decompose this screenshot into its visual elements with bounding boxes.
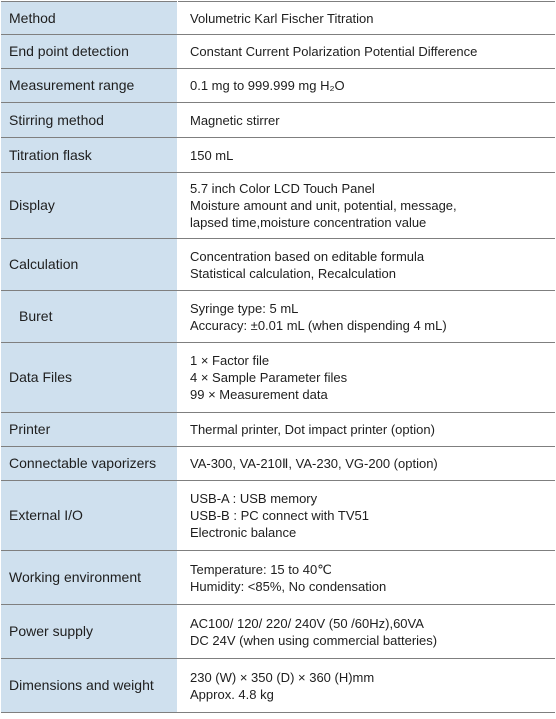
spec-label: Buret bbox=[1, 291, 178, 343]
spec-value bbox=[178, 291, 556, 343]
spec-value bbox=[178, 173, 556, 239]
spec-value-line: VA-300, VA-210Ⅱ, VA-230, VG-200 (option) bbox=[190, 456, 438, 471]
spec-value-line: 99 × Measurement data bbox=[190, 387, 328, 402]
spec-label: External I/O bbox=[1, 481, 178, 551]
spec-value bbox=[178, 35, 556, 69]
spec-label: Working environment bbox=[1, 551, 178, 605]
spec-label: Measurement range bbox=[1, 69, 178, 103]
spec-value-line: Accuracy: ±0.01 mL (when dispending 4 mL) bbox=[190, 317, 447, 333]
spec-label: Data Files bbox=[1, 343, 178, 413]
spec-row-calculation bbox=[1, 239, 555, 291]
spec-label: Method bbox=[1, 2, 178, 35]
spec-label: End point detection bbox=[1, 35, 178, 69]
spec-value bbox=[178, 659, 556, 713]
spec-value bbox=[178, 138, 556, 173]
spec-row-dimensions-and-weight bbox=[1, 659, 555, 713]
spec-value-line: lapsed time,moisture concentration value bbox=[190, 215, 427, 230]
spec-value-line: Volumetric Karl Fischer Titration bbox=[190, 10, 374, 26]
spec-row-display bbox=[1, 173, 555, 239]
spec-label: Stirring method bbox=[1, 103, 178, 138]
spec-value bbox=[178, 481, 556, 551]
spec-value-line: Temperature: 15 to 40℃ bbox=[190, 561, 332, 577]
spec-value-line: 4 × Sample Parameter files bbox=[190, 370, 348, 385]
spec-label: Display bbox=[1, 173, 178, 239]
spec-value-line: 230 (W) × 350 (D) × 360 (H)mm bbox=[190, 669, 375, 685]
spec-row-buret bbox=[1, 291, 555, 343]
spec-value bbox=[178, 239, 556, 291]
spec-value-line: 5.7 inch Color LCD Touch Panel bbox=[190, 181, 375, 196]
spec-value-line: Electronic balance bbox=[190, 525, 297, 540]
spec-value-line: Statistical calculation, Recalculation bbox=[190, 265, 396, 281]
spec-value-line: 1 × Factor file bbox=[190, 353, 270, 368]
spec-value-line: Thermal printer, Dot impact printer (option) bbox=[190, 422, 435, 437]
spec-value bbox=[178, 69, 556, 103]
spec-row-power-supply bbox=[1, 605, 555, 659]
spec-row-data-files bbox=[1, 343, 555, 413]
spec-value-line: Concentration based on editable formula bbox=[190, 248, 425, 264]
spec-value-line: DC 24V (when using commercial batteries) bbox=[190, 632, 438, 648]
spec-value-line: Approx. 4.8 kg bbox=[190, 686, 274, 702]
spec-label: Dimensions and weight bbox=[1, 659, 178, 713]
spec-label: Connectable vaporizers bbox=[1, 447, 178, 481]
spec-row-method bbox=[1, 2, 555, 35]
spec-row-measurement-range bbox=[1, 69, 555, 103]
spec-label: Calculation bbox=[1, 239, 178, 291]
spec-label: Power supply bbox=[1, 605, 178, 659]
spec-value-line: AC100/ 120/ 220/ 240V (50 /60Hz),60VA bbox=[190, 615, 424, 631]
spec-value-line: Syringe type: 5 mL bbox=[190, 300, 299, 316]
specifications-table bbox=[1, 1, 555, 713]
spec-row-printer bbox=[1, 413, 555, 447]
spec-value-line: 0.1 mg to 999.999 mg H₂O bbox=[190, 78, 345, 93]
spec-value-line: Magnetic stirrer bbox=[190, 112, 280, 128]
spec-value-line: Humidity: <85%, No condensation bbox=[190, 578, 387, 594]
spec-row-end-point-detection bbox=[1, 35, 555, 69]
spec-value bbox=[178, 551, 556, 605]
spec-value-line: Moisture amount and unit, potential, message, bbox=[190, 198, 457, 213]
spec-value bbox=[178, 447, 556, 481]
spec-value-line: 150 mL bbox=[190, 147, 234, 163]
spec-row-working-environment bbox=[1, 551, 555, 605]
spec-value bbox=[178, 605, 556, 659]
spec-label: Titration flask bbox=[1, 138, 178, 173]
spec-value bbox=[178, 2, 556, 35]
spec-row-connectable-vaporizers bbox=[1, 447, 555, 481]
spec-label: Printer bbox=[1, 413, 178, 447]
spec-row-external-io bbox=[1, 481, 555, 551]
spec-value-line: USB-B : PC connect with TV51 bbox=[190, 508, 369, 523]
spec-value-line: Constant Current Polarization Potential Difference bbox=[190, 44, 478, 59]
spec-row-titration-flask bbox=[1, 138, 555, 173]
spec-value-line: USB-A : USB memory bbox=[190, 491, 318, 506]
spec-value bbox=[178, 103, 556, 138]
specifications-body bbox=[1, 2, 555, 713]
spec-row-stirring-method bbox=[1, 103, 555, 138]
spec-value bbox=[178, 343, 556, 413]
spec-value bbox=[178, 413, 556, 447]
